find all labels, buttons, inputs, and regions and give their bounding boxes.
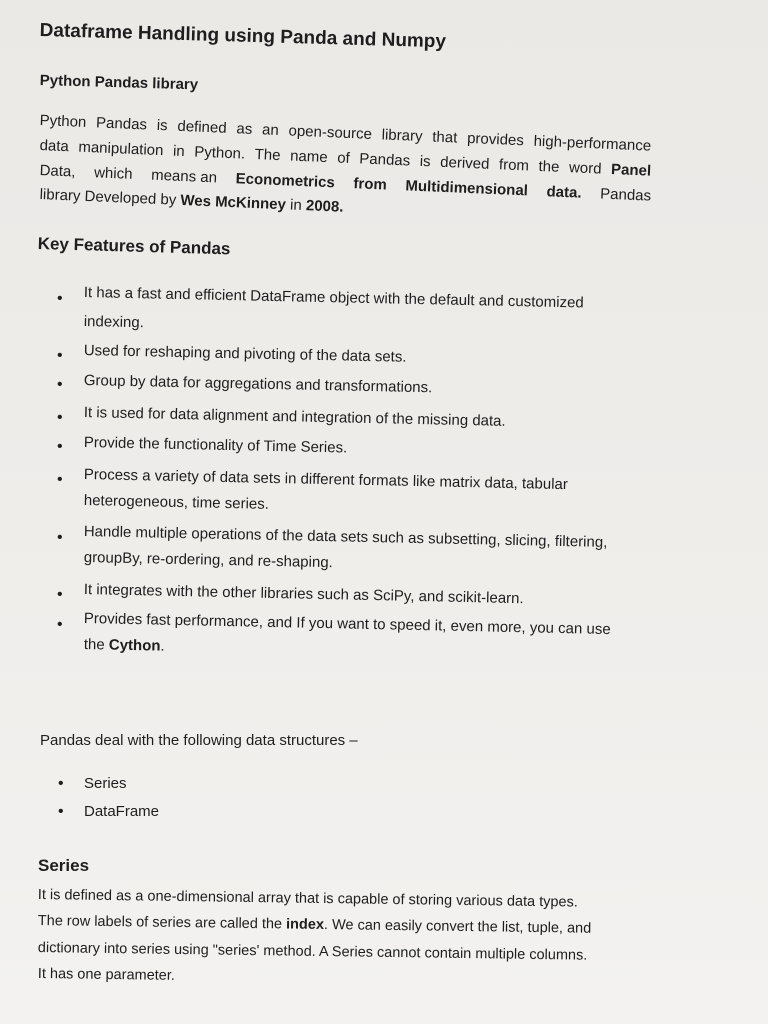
intro-line-1: Python Pandas is defined as an open-source library that provides high-performance <box>39 112 652 155</box>
section-heading-pandas-library: Python Pandas library <box>39 72 199 94</box>
page-title: Dataframe Handling using Panda and Numpy <box>39 20 447 53</box>
intro-line-4: library Developed by Wes McKinney in 2008. <box>39 186 344 216</box>
bullet-icon: • <box>57 438 63 455</box>
bullet-icon: • <box>57 616 63 633</box>
bullet-icon: • <box>57 409 63 426</box>
bullet-icon: • <box>58 775 64 792</box>
bullet-icon: • <box>57 529 63 546</box>
section-heading-series: Series <box>38 856 90 875</box>
bullet-icon: • <box>57 290 63 307</box>
section-heading-key-features: Key Features of Pandas <box>37 234 231 259</box>
document-page: Dataframe Handling using Panda and Numpy Python Pandas library Python Pandas is defined as an open-source library that provides high-performance data manipulation in Python. The name of Pandas is derived from the word Panel Data, which means an Econometrics from Multidimensional data. Pandas library Developed by Wes McKinney in 2008. Key Features of Pandas • It has a fast and efficient DataFrame object with the default and customized indexing. • Used for reshaping and pivoting of the data sets. • Group by data for aggregations and transformations. • It is used for data alignment and integration of the missing data. • Provide the functionality of Time Series. • Process a variety of data sets in different formats like matrix data, tabular heterogeneous, time series. • Handle multiple operations of the data sets such as subsetting, slicing, filtering, groupBy, re-ordering, and re-shaping. • It integrates with the other libraries such as SciPy, and scikit-learn. • Provides fast performance, and If you want to speed it, even more, you can use the Cython. Pandas deal with the following data structures – • Series • DataFrame Series It is defined as a one-dimensional array that is capable of storing various data types. The row labels of series are called the index. We can easily convert the list, tuple, and dictionary into series using "series' method. A Series cannot contain multiple columns. It has one parameter. <box>0 0 768 1024</box>
intro-line-2: data manipulation in Python. The name of Pandas is derived from the word Panel <box>39 137 652 180</box>
bullet-icon: • <box>57 376 63 393</box>
bullet-icon: • <box>58 803 64 820</box>
bullet-icon: • <box>57 471 63 488</box>
bullet-icon: • <box>57 586 63 603</box>
intro-line-3: Data, which means an Econometrics from Multidimensional data. Pandas <box>39 162 652 205</box>
structures-intro: Pandas deal with the following data structures – <box>40 732 358 749</box>
bullet-icon: • <box>57 347 63 364</box>
